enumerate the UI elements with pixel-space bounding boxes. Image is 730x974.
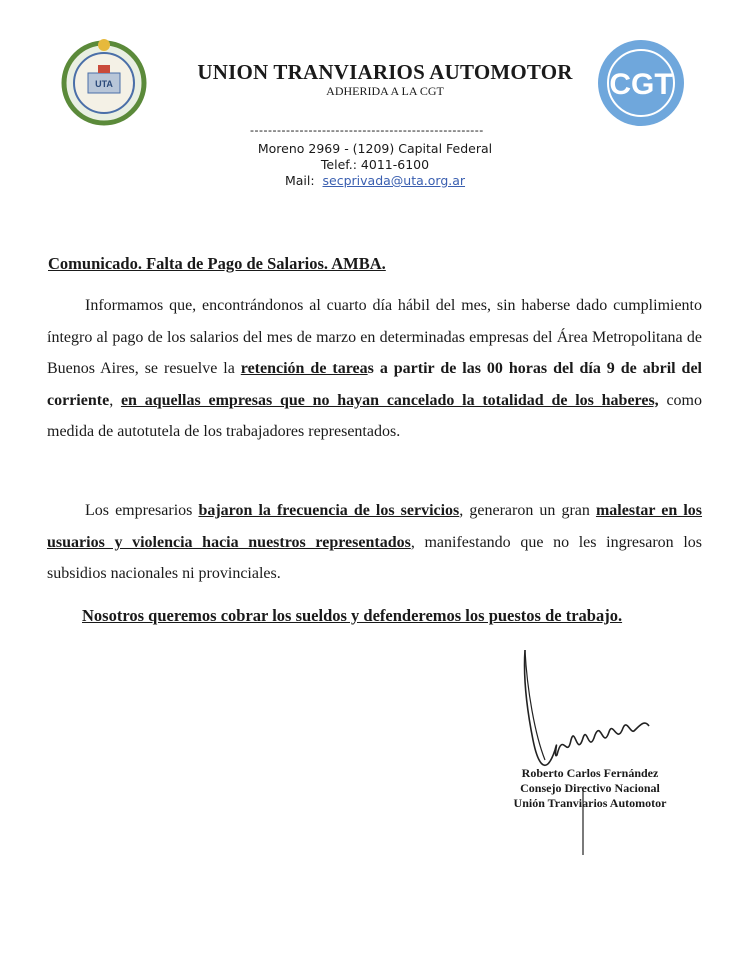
p1-text-1: Informamos que, encontrándonos al cuarto día hábil del mes, sin haberse dado cumplimiento íntegro al pago de los salarios del mes de marzo en determinadas empresas del Área Metropolitana de Buenos Aires, se resuelve la [47, 297, 702, 377]
p2-text-2: , generaron un gran [459, 502, 596, 519]
signatory-organization: Unión Tranviarios Automotor [513, 796, 667, 810]
p1-text-2: , [109, 391, 121, 409]
closing-statement: Nosotros queremos cobrar los sueldos y defenderemos los puestos de trabajo. [82, 606, 623, 625]
p2-text-3: , manifestando que no les ingresaron los subsidios nacionales ni provinciales. [47, 533, 702, 582]
p1-text-3: como medida de autotutela de los trabajadores representados. [47, 391, 702, 440]
p1-emphasis-2: en aquellas empresas que no hayan cancelado la totalidad de los haberes, [120, 391, 659, 409]
header-divider: ---------------------------------------------------- [250, 123, 484, 137]
phone: Telef.: 4011-6100 [320, 157, 430, 172]
uta-logo [58, 35, 150, 127]
p2-text-1: Los empresarios [85, 502, 199, 519]
address: Moreno 2969 - (1209) Capital Federal [257, 141, 493, 156]
signatory-name: Roberto Carlos Fernández [521, 766, 659, 780]
cgt-logo-text: CGT [609, 68, 673, 101]
p2-emphasis-1: bajaron la frecuencia de los servicios [198, 502, 460, 519]
mail-line [180, 173, 570, 188]
affiliation: ADHERIDA A LA CGT [326, 84, 444, 98]
organization-name: UNION TRANVIARIOS AUTOMOTOR [197, 60, 573, 84]
signatory-block [490, 766, 690, 811]
paragraph-2 [47, 495, 702, 590]
p1-bold-1: s a partir de las 00 horas del día 9 de abril del corriente [47, 360, 702, 409]
handwritten-signature [515, 640, 665, 860]
uta-logo-text: UTA [95, 79, 113, 89]
p1-emphasis-1: retención de tarea [240, 360, 368, 377]
email-link[interactable]: secprivada@uta.org.ar [322, 173, 466, 188]
document-title: Comunicado. Falta de Pago de Salarios. AMBA. [48, 254, 386, 273]
paragraph-1 [47, 290, 702, 448]
signatory-position: Consejo Directivo Nacional [520, 781, 660, 795]
mail-label: Mail: [284, 173, 315, 188]
p2-emphasis-2: malestar en los usuarios y violencia hacia nuestros representados [47, 502, 703, 551]
